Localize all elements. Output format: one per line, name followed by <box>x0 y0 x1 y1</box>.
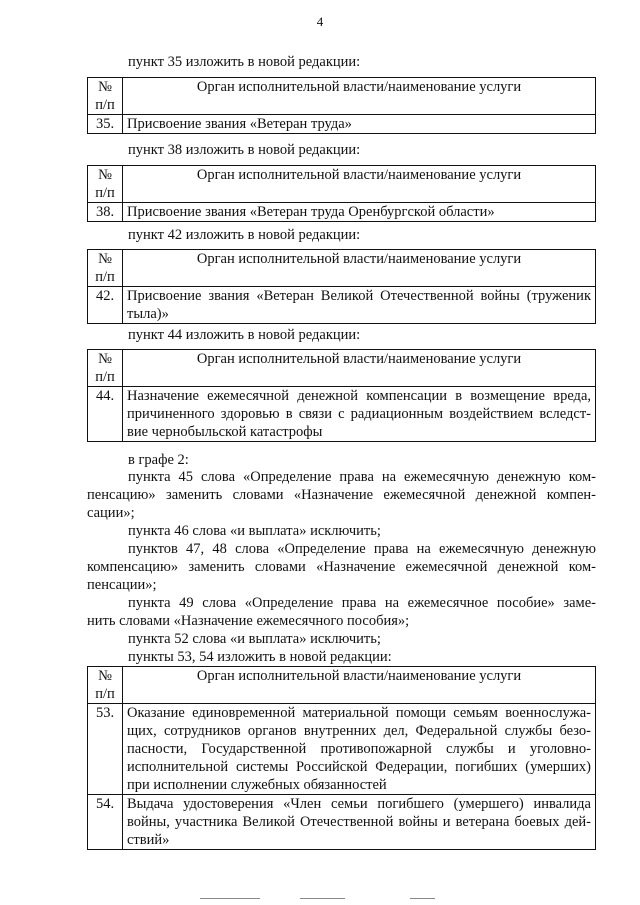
block-intro: пункт 35 изложить в новой редакции: <box>128 54 361 70</box>
row-text: Присвоение звания «Ветеран труда Оренбургской области» <box>123 203 596 222</box>
service-table <box>87 249 596 324</box>
service-table <box>87 77 596 134</box>
number-header: № п/п <box>88 667 123 704</box>
table-header-row <box>88 667 596 704</box>
number-header: № п/п <box>88 166 123 203</box>
paragraph-line: компенсацию» заменить словами «Назначение ежемесячной денежной ком- <box>87 559 596 575</box>
scan-artifact <box>300 898 345 899</box>
row-number: 53. <box>88 704 123 795</box>
row-text: Выдача удостоверения «Член семьи погибшего (умершего) инвалида войны, участника Великой Отечественной войны и ветерана боевых дей- ствий» <box>123 795 596 850</box>
block-intro: пункт 38 изложить в новой редакции: <box>128 142 361 158</box>
block-intro: пункт 42 изложить в новой редакции: <box>128 227 361 243</box>
title-header: Орган исполнительной власти/наименование услуги <box>123 667 596 704</box>
paragraph-line: пункта 45 слова «Определение права на ежемесячную денежную ком- <box>128 469 596 485</box>
title-header: Орган исполнительной власти/наименование услуги <box>123 250 596 287</box>
paragraph-line: пункта 49 слова «Определение права на ежемесячное пособие» заме- <box>128 595 596 611</box>
row-number: 38. <box>88 203 123 222</box>
row-number: 54. <box>88 795 123 850</box>
row-number: 35. <box>88 115 123 134</box>
scan-artifact <box>410 898 435 899</box>
service-table <box>87 349 596 442</box>
service-table <box>87 165 596 222</box>
row-number: 42. <box>88 287 123 324</box>
service-table <box>87 666 596 850</box>
paragraph-line: пунктов 47, 48 слова «Определение права на ежемесячную денежную <box>128 541 596 557</box>
block-intro: пункт 44 изложить в новой редакции: <box>128 327 361 343</box>
paragraph-line: пункты 53, 54 изложить в новой редакции: <box>128 649 392 665</box>
row-number: 44. <box>88 387 123 442</box>
number-header: № п/п <box>88 78 123 115</box>
table-header-row <box>88 350 596 387</box>
title-header: Орган исполнительной власти/наименование услуги <box>123 166 596 203</box>
table-header-row <box>88 250 596 287</box>
row-text: Назначение ежемесячной денежной компенсации в возмещение вреда, причиненного здоровью в связи с радиационным воздействием вследст- вие чернобыльской катастрофы <box>123 387 596 442</box>
scan-artifact <box>200 898 260 899</box>
paragraph-line: пункта 52 слова «и выплата» исключить; <box>128 631 381 647</box>
table-row <box>88 287 596 324</box>
table-row <box>88 115 596 134</box>
page-number: 4 <box>316 14 324 29</box>
number-header: № п/п <box>88 350 123 387</box>
paragraph-line: пенсацию» заменить словами «Назначение ежемесячной денежной компен- <box>87 487 596 503</box>
paragraph-line: нить словами «Назначение ежемесячного пособия»; <box>87 613 410 629</box>
row-text: Оказание единовременной материальной помощи семьям военнослужа- щих, сотрудников органов внутренних дел, Федеральной службы безо- пасности, Государственной противопожарной службы и уголовно- исполнительной системы Российской Федерации, погибших (умерших) при исполнении служебных обязанностей <box>123 704 596 795</box>
table-header-row <box>88 78 596 115</box>
table-row <box>88 387 596 442</box>
row-text: Присвоение звания «Ветеран Великой Отечественной войны (труженик тыла)» <box>123 287 596 324</box>
title-header: Орган исполнительной власти/наименование услуги <box>123 78 596 115</box>
section-heading: в графе 2: <box>128 452 189 468</box>
table-header-row <box>88 166 596 203</box>
paragraph-line: сации»; <box>87 505 135 521</box>
row-text: Присвоение звания «Ветеран труда» <box>123 115 596 134</box>
table-row <box>88 203 596 222</box>
title-header: Орган исполнительной власти/наименование услуги <box>123 350 596 387</box>
table-row <box>88 704 596 795</box>
number-header: № п/п <box>88 250 123 287</box>
paragraph-line: пенсации»; <box>87 577 157 593</box>
table-row <box>88 795 596 850</box>
paragraph-line: пункта 46 слова «и выплата» исключить; <box>128 523 381 539</box>
